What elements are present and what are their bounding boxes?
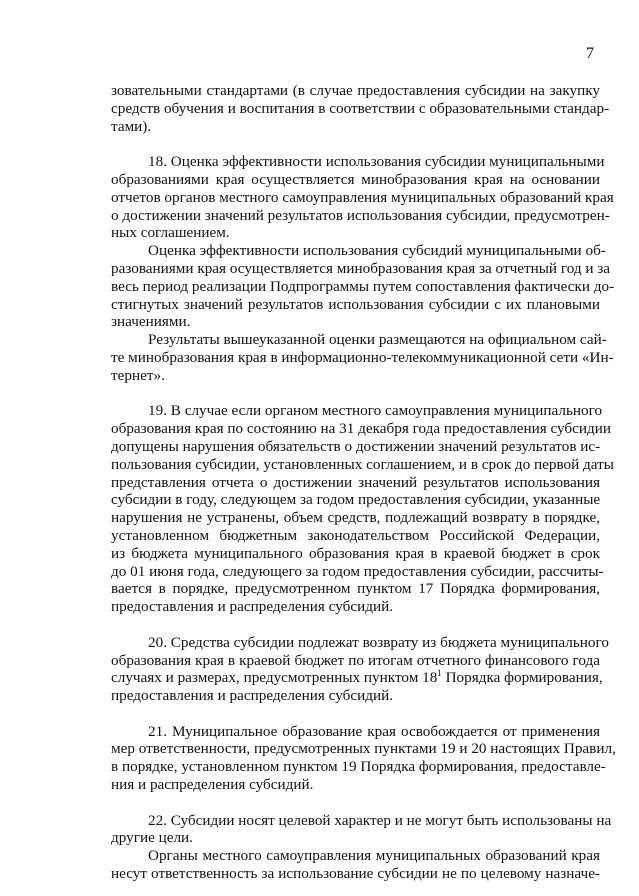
text-segment: случаях и размерах, предусмотренных пунктом 18 <box>111 669 438 687</box>
text-line-with-footnote <box>111 668 603 687</box>
document-body <box>111 82 616 883</box>
text-line: до 01 июня года, следующего за годом предоставления субсидии, рассчиты- <box>111 562 604 580</box>
text-line: разованиями края осуществляется минобразования края за отчетный год и за <box>111 259 611 277</box>
text-line: вается в порядке, предусмотренном пунктом 17 Порядка формирования, <box>111 580 600 598</box>
text-line: весь период реализации Подпрограммы путем сопоставления фактически до- <box>111 277 615 295</box>
text-line: нарушения не устранены, объем средств, подлежащий возврату в порядке, <box>111 509 600 527</box>
text-line: предоставления и распределения субсидий. <box>111 598 393 616</box>
text-line: пользования субсидии, установленных соглашением, и в срок до первой даты <box>111 455 614 473</box>
text-line: средств обучения и воспитания в соответствии с образовательными стандар- <box>111 99 610 117</box>
text-line: образования края в краевой бюджет по итогам отчетного финансового года <box>111 651 600 669</box>
text-line: предоставления и распределения субсидий. <box>111 687 393 705</box>
text-line: из бюджета муниципального образования края в краевой бюджет в срок <box>111 544 600 562</box>
paragraph-continuation <box>111 82 610 135</box>
text-line: 21. Муниципальное образование края освобождается от применения <box>148 722 600 740</box>
text-line: образованиями края осуществляется минобразования края на основании <box>111 170 600 188</box>
paragraph-18-results <box>111 331 614 384</box>
text-line: мер ответственности, предусмотренных пунктами 19 и 20 настоящих Правил, <box>111 740 616 758</box>
text-line: значениями. <box>111 313 191 331</box>
text-line: представления отчета о достижении значений результатов использования <box>111 473 600 491</box>
text-line: субсидии в году, следующем за годом предоставления субсидии, указанные <box>111 491 601 509</box>
text-line: 19. В случае если органом местного самоуправления муниципального <box>148 402 603 420</box>
text-line: те минобразования края в информационно-телекоммуникационной сети «Ин- <box>111 348 614 366</box>
text-line: образования края по состоянию на 31 декабря года предоставления субсидии <box>111 420 611 438</box>
text-line: Оценка эффективности использования субсидий муниципальными об- <box>148 242 606 260</box>
paragraph-19 <box>111 402 614 616</box>
text-line: 20. Средства субсидии подлежат возврату из бюджета муниципального <box>148 633 609 651</box>
text-line: стигнутых значений результатов использования субсидии с их плановыми <box>111 295 600 313</box>
text-line: ния и распределения субсидий. <box>111 776 314 794</box>
text-line: допущены нарушения обязательств о достижении значений результатов ис- <box>111 437 601 455</box>
text-line: 22. Субсидии носят целевой характер и не могут быть использованы на <box>148 811 612 829</box>
page-number: 7 <box>586 45 594 62</box>
text-line: Органы местного самоуправления муниципальных образований края <box>148 847 600 865</box>
paragraph-18-evaluation <box>111 242 615 331</box>
paragraph-22 <box>111 811 612 848</box>
text-line: другие цели. <box>111 829 193 847</box>
text-line: тами). <box>111 117 152 135</box>
text-line: отчетов органов местного самоуправления муниципальных образований края <box>111 188 614 206</box>
text-line: установленном бюджетным законодательством Российской Федерации, <box>111 526 600 544</box>
text-line: о достижении значений результатов использования субсидии, предусмотрен- <box>111 206 610 224</box>
text-line: 18. Оценка эффективности использования субсидии муниципальными <box>148 153 605 171</box>
text-line: несут ответственность за использование субсидии не по целевому назначе- <box>111 865 600 883</box>
text-line: зовательными стандартами (в случае предоставления субсидии на закупку <box>111 82 600 99</box>
paragraph-20 <box>111 633 609 705</box>
text-line: тернет». <box>111 366 165 384</box>
superscript: 1 <box>437 668 442 679</box>
text-line: ных соглашением. <box>111 224 230 242</box>
text-segment: Порядка формирования, <box>441 669 603 687</box>
paragraph-21 <box>111 722 616 794</box>
text-line: в порядке, установленном пунктом 19 Порядка формирования, предоставле- <box>111 758 606 776</box>
paragraph-22-responsibility <box>111 847 600 883</box>
paragraph-18 <box>111 153 614 242</box>
text-line: Результаты вышеуказанной оценки размещаются на официальном сай- <box>148 331 607 349</box>
